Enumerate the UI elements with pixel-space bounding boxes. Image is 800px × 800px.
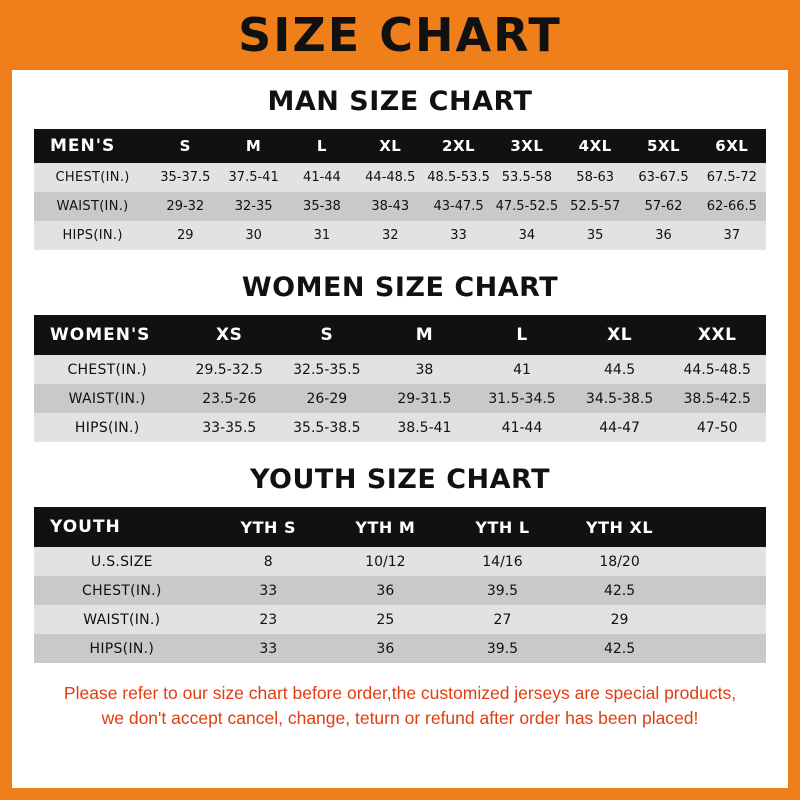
women-size-header: XXL	[668, 315, 766, 355]
man-section	[12, 86, 788, 250]
man-size-header: M	[219, 129, 287, 163]
table-header-row	[34, 129, 766, 163]
women-size-header: XS	[180, 315, 278, 355]
bottom-accent-strip	[0, 788, 800, 800]
table-cell: 38	[376, 355, 474, 384]
table-cell: 35.5-38.5	[278, 413, 376, 442]
table-cell: 39.5	[444, 634, 561, 663]
table-cell: 23	[210, 605, 327, 634]
table-cell: 30	[219, 221, 287, 250]
table-cell: 52.5-57	[561, 192, 629, 221]
youth-size-table	[34, 507, 766, 663]
man-size-header: 4XL	[561, 129, 629, 163]
youth-header-spacer	[678, 507, 766, 547]
women-section	[12, 272, 788, 442]
table-cell: 29.5-32.5	[180, 355, 278, 384]
table-cell: 33	[424, 221, 492, 250]
table-cell: 29	[561, 605, 678, 634]
youth-section-title: YOUTH SIZE CHART	[249, 464, 551, 495]
table-cell: 44.5-48.5	[668, 355, 766, 384]
row-label: WAIST(IN.)	[34, 605, 210, 634]
table-cell: 63-67.5	[629, 163, 697, 192]
table-cell: 29-32	[151, 192, 219, 221]
table-cell: 36	[327, 576, 444, 605]
page-title: SIZE CHART	[238, 8, 562, 62]
table-cell: 34.5-38.5	[571, 384, 669, 413]
table-cell: 29-31.5	[376, 384, 474, 413]
row-spacer	[678, 547, 766, 576]
table-cell: 41	[473, 355, 571, 384]
row-spacer	[678, 634, 766, 663]
table-cell: 47-50	[668, 413, 766, 442]
man-section-title: MAN SIZE CHART	[267, 86, 533, 117]
table-cell: 57-62	[629, 192, 697, 221]
table-cell: 37	[698, 221, 766, 250]
table-cell: 38-43	[356, 192, 424, 221]
women-corner-label: WOMEN'S	[34, 315, 180, 355]
table-cell: 31.5-34.5	[473, 384, 571, 413]
table-cell: 44-48.5	[356, 163, 424, 192]
table-cell: 32.5-35.5	[278, 355, 376, 384]
row-spacer	[678, 605, 766, 634]
table-cell: 33	[210, 634, 327, 663]
table-cell: 35-38	[288, 192, 356, 221]
table-cell: 42.5	[561, 634, 678, 663]
table-row	[34, 192, 766, 221]
women-section-title: WOMEN SIZE CHART	[241, 272, 559, 303]
man-size-header: 3XL	[493, 129, 561, 163]
youth-size-header: YTH S	[210, 507, 327, 547]
table-cell: 36	[327, 634, 444, 663]
table-cell: 44-47	[571, 413, 669, 442]
table-cell: 33-35.5	[180, 413, 278, 442]
table-cell: 18/20	[561, 547, 678, 576]
row-label: WAIST(IN.)	[34, 192, 151, 221]
table-cell: 48.5-53.5	[424, 163, 492, 192]
women-size-header: XL	[571, 315, 669, 355]
table-cell: 67.5-72	[698, 163, 766, 192]
table-row	[34, 547, 766, 576]
man-size-table	[34, 129, 766, 250]
table-row	[34, 384, 766, 413]
man-size-header: 2XL	[424, 129, 492, 163]
table-cell: 14/16	[444, 547, 561, 576]
top-accent-strip	[0, 0, 800, 6]
table-cell: 25	[327, 605, 444, 634]
table-cell: 53.5-58	[493, 163, 561, 192]
table-row	[34, 221, 766, 250]
row-label: HIPS(IN.)	[34, 413, 180, 442]
header-banner	[0, 0, 800, 70]
table-cell: 31	[288, 221, 356, 250]
man-size-header: XL	[356, 129, 424, 163]
table-cell: 26-29	[278, 384, 376, 413]
table-cell: 42.5	[561, 576, 678, 605]
table-cell: 38.5-42.5	[668, 384, 766, 413]
table-cell: 8	[210, 547, 327, 576]
man-size-header: L	[288, 129, 356, 163]
table-row	[34, 413, 766, 442]
man-size-header: 5XL	[629, 129, 697, 163]
man-size-header: 6XL	[698, 129, 766, 163]
table-cell: 33	[210, 576, 327, 605]
table-cell: 23.5-26	[180, 384, 278, 413]
row-label: CHEST(IN.)	[34, 355, 180, 384]
table-cell: 39.5	[444, 576, 561, 605]
table-cell: 10/12	[327, 547, 444, 576]
row-label: CHEST(IN.)	[34, 163, 151, 192]
women-size-header: S	[278, 315, 376, 355]
table-cell: 43-47.5	[424, 192, 492, 221]
table-cell: 36	[629, 221, 697, 250]
table-header-row	[34, 315, 766, 355]
youth-size-header: YTH L	[444, 507, 561, 547]
table-cell: 32	[356, 221, 424, 250]
notice-line-2: we don't accept cancel, change, teturn or refund after order has been placed!	[101, 708, 699, 729]
women-size-header: M	[376, 315, 474, 355]
table-cell: 32-35	[219, 192, 287, 221]
row-label: HIPS(IN.)	[34, 221, 151, 250]
table-row	[34, 576, 766, 605]
man-corner-label: MEN'S	[34, 129, 151, 163]
table-cell: 41-44	[288, 163, 356, 192]
row-label: CHEST(IN.)	[34, 576, 210, 605]
women-size-header: L	[473, 315, 571, 355]
table-row	[34, 355, 766, 384]
notice-line-1: Please refer to our size chart before order,the customized jerseys are special products,	[63, 683, 737, 703]
youth-section	[12, 464, 788, 663]
youth-corner-label: YOUTH	[34, 507, 210, 547]
table-cell: 41-44	[473, 413, 571, 442]
row-label: U.S.SIZE	[34, 547, 210, 576]
row-spacer	[678, 576, 766, 605]
youth-size-header: YTH XL	[561, 507, 678, 547]
table-header-row	[34, 507, 766, 547]
row-label: WAIST(IN.)	[34, 384, 180, 413]
table-row	[34, 634, 766, 663]
table-cell: 34	[493, 221, 561, 250]
women-size-table	[34, 315, 766, 442]
table-row	[34, 163, 766, 192]
table-cell: 47.5-52.5	[493, 192, 561, 221]
table-cell: 27	[444, 605, 561, 634]
table-cell: 62-66.5	[698, 192, 766, 221]
youth-size-header: YTH M	[327, 507, 444, 547]
table-cell: 58-63	[561, 163, 629, 192]
table-cell: 38.5-41	[376, 413, 474, 442]
table-cell: 37.5-41	[219, 163, 287, 192]
table-cell: 35-37.5	[151, 163, 219, 192]
table-cell: 29	[151, 221, 219, 250]
table-row	[34, 605, 766, 634]
order-notice	[12, 681, 788, 732]
row-label: HIPS(IN.)	[34, 634, 210, 663]
table-cell: 35	[561, 221, 629, 250]
table-cell: 44.5	[571, 355, 669, 384]
man-size-header: S	[151, 129, 219, 163]
